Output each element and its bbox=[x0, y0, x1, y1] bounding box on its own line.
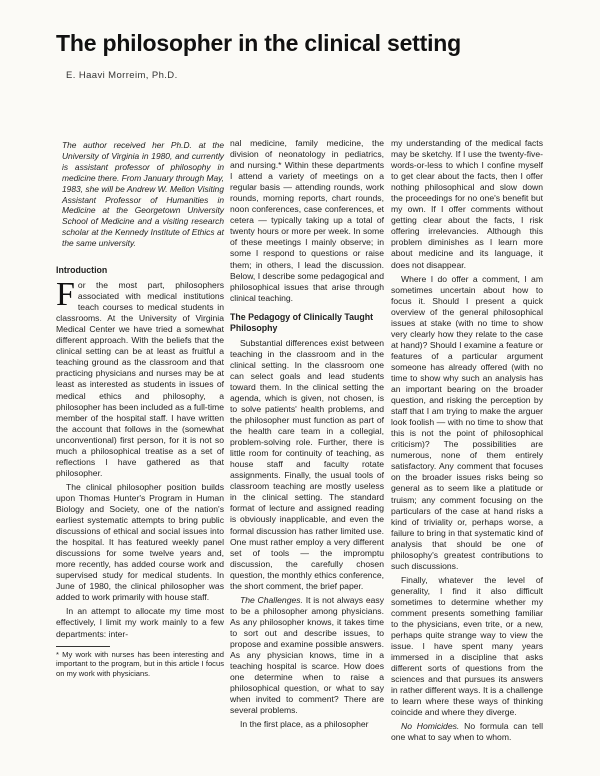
run-in-heading: The Challenges. bbox=[240, 594, 303, 605]
column-1 bbox=[56, 140, 224, 678]
paragraph-text: It is not always easy to be a philosopher among physicians. As any philosopher knows, it takes time to sort out and describe issues, to propose and examine possible answers. As any physician knows, time in a teaching hospital is scarce. How does one determine when to raise a philosophical question, or what to say when invited to comment? There are several problems. bbox=[230, 594, 384, 716]
paragraph: In the first place, as a philosopher bbox=[240, 719, 369, 730]
author-byline: E. Haavi Morreim, Ph.D. bbox=[66, 70, 178, 81]
section-heading-introduction: Introduction bbox=[56, 265, 108, 276]
paragraph: Substantial differences exist between teaching in the classroom and in the clinical setting. In the classroom one can select goals and lead students toward them. In the clinical setting the agenda, which is given, not chosen, is to solve patients' health problems, and the philosopher must function as part of the health care team in a collegial, problem-solving role. Further, there is little room for continuity of teaching, as house staff and faculty rotate assignments. Finally, the usual tools of classroom teaching are mostly useless in the clinical setting. The standard format of lecture and assigned reading is obviously inapplicable, and even the formal discussion has rather limited use. One must rather employ a very different set of tools — the impromptu discussion, the carefully chosen question, the monthly ethics conference, the short comment, the brief paper. bbox=[230, 337, 384, 591]
paragraph bbox=[56, 276, 224, 479]
column-2 bbox=[230, 138, 384, 733]
section-heading-pedagogy: The Pedagogy of Clinically Taught Philosophy bbox=[230, 311, 374, 333]
paragraph: In an attempt to allocate my time most effectively, I limit my work mainly to a few departments: inter- bbox=[56, 606, 224, 639]
paragraph-text: or the most part, philosophers associated with medical institutions teach courses to medical students in classrooms. At the University of Virginia Medical Center we have tried a somewhat different approach. With the beliefs that the clinical setting can be at least as fruitful a teaching ground as the classroom and that practicing physicians and nurses may be at least as interested as students in issues of medical ethics and philosophy, a philosopher has been included as a full-time member of the hospital staff. I have written the account that follows in the (somewhat unconventional) first person, for it is not so much a philosophical treatise as a set of reflections I have gathered as that philosopher. bbox=[56, 280, 224, 478]
paragraph-text: No formula can tell one what to say when to whom. bbox=[391, 721, 543, 743]
footnote: * My work with nurses has been interesting and important to the program, but in this article I focus on my work with physicians. bbox=[56, 649, 224, 678]
run-in-heading: No Homicides. bbox=[401, 721, 460, 732]
article-title: The philosopher in the clinical setting bbox=[56, 30, 461, 56]
author-bio: The author received her Ph.D. at the University of Virginia in 1980, and currently is assistant professor of philosophy in medicine there. From January through May, 1983, she will be Andrew W. Mellon Visiting Assistant Professor of Humanities in Medicine at the Georgetown University School of Medicine and a visiting research scholar at the Kennedy Institute of Ethics at the same university. bbox=[62, 140, 224, 249]
paragraph bbox=[230, 595, 384, 717]
paragraph: Finally, whatever the level of generality, I find it also difficult sometimes to determine whether my comment presents something familiar to the physicians, even trite, or a new, perhaps quite strange way to view the issue. I have spent many years immersed in a discipline that asks different sorts of questions from the sciences and that pursues its answers in rather different ways. It is a challenge to learn where these ways of thinking coincide and where they diverge. bbox=[391, 574, 543, 718]
drop-cap: F bbox=[56, 276, 75, 314]
paragraph: nal medicine, family medicine, the division of neonatology in pediatrics, and nursing.* Within these departments I attend a variety of meetings on a regular basis — attending rounds, work rounds, morning reports, chart rounds, noon conferences, case conferences, et cetera — typically taking up a total of twenty hours or more per week. In some of these meetings I mainly observe; in some I respond to questions or raise them; in others, I lead the discussion. Below, I describe some pedagogical and philosophical issues that arise through clinical teaching. bbox=[230, 138, 384, 303]
paragraph: my understanding of the medical facts may be sketchy. If I use the twenty-five-words-or-less to which I confine myself to get clear about the facts, then I offer nothing philosophical and slow down the proceedings for no one's benefit but my own. If I offer comments without getting clear about the facts, I risk offering irrelevancies. Although this problem diminishes as I learn more about medicine and its language, it does not disappear. bbox=[391, 138, 543, 270]
paragraph bbox=[391, 721, 543, 743]
paragraph: Where I do offer a comment, I am sometimes uncertain about how to focus it. Should I present a quick overview of the general philosophical issues at stake (with no time to show very clearly how they relate to the case at hand)? Should I examine a feature or features of a particular argument someone has already offered (with no time to show why such an analysis has an important bearing on the broader question, and risking the perception by staff that I am trying to make the arguer look foolish — with no time to show that this is not the point of philosophical criticism)? The possibilities are numerous, none of them entirely satisfactory. Any comment that focuses on the broader issues risks being so general as to seem like a platitude or truism; any comment focusing on the particulars of the case at hand risks a kind of triviality or, perhaps worse, a failure to bring in that systematic kind of analysis that should be one of philosophy's greatest contributions to such discussions. bbox=[391, 273, 543, 571]
footnote-rule bbox=[56, 646, 110, 647]
paragraph: The clinical philosopher position builds upon Thomas Hunter's Program in Human Biology and Society, one of the nation's earliest systematic attempts to bring public discussions of ethical and social issues into the hospital. It has featured weekly panel discussions for some twelve years and, more recently, has added course work and supervised study for medical students. In June of 1980, the clinical philosopher was added to work primarily with house staff. bbox=[56, 481, 224, 603]
column-3 bbox=[391, 138, 543, 747]
